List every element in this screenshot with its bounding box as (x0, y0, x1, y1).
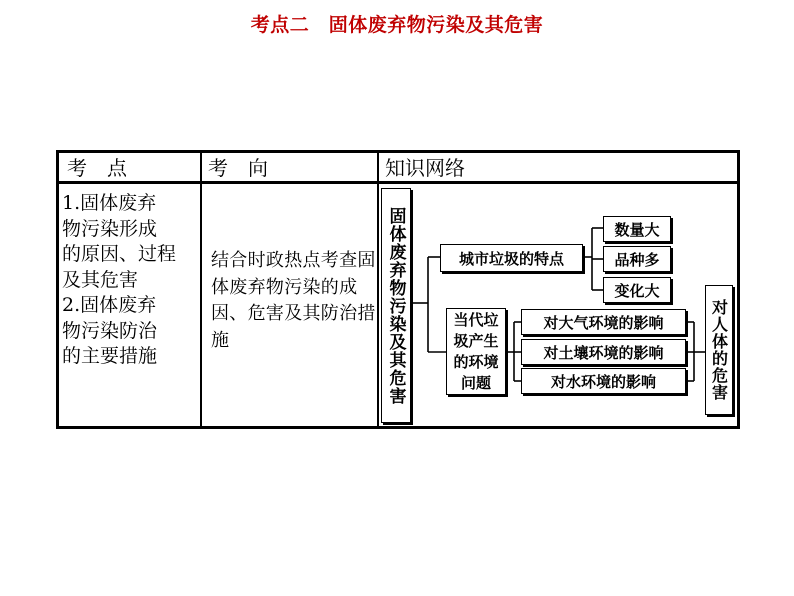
exam-point-line: 物污染形成 (62, 217, 158, 240)
network-node-air-impact: 对大气环境的影响 (521, 309, 686, 335)
network-node-env-problems: 当代垃圾产生的环境问题 (446, 308, 506, 395)
header-knowledge-network: 知识网络 (385, 156, 465, 180)
exam-point-line: 的主要措施 (62, 345, 158, 367)
header-exam-point: 考 点 (67, 156, 127, 180)
exam-point-line: 及其危害 (62, 268, 139, 291)
network-root-node: 固体废弃物污染及其危害 (381, 188, 411, 423)
network-node-city-waste: 城市垃圾的特点 (440, 244, 583, 272)
exam-point-line: 的原因、过程 (62, 243, 177, 265)
header-exam-direction: 考 向 (208, 156, 268, 180)
exam-point-line: 2.固体废弃 (62, 294, 157, 316)
exam-point-line: 1.固体废弃 (62, 192, 157, 214)
network-node-many-types: 品种多 (603, 246, 671, 272)
network-node-soil-impact: 对土壤环境的影响 (521, 339, 686, 365)
page-title: 考点二 固体废弃物污染及其危害 (250, 14, 544, 36)
network-node-health-harm: 对人体的危害 (705, 285, 733, 415)
network-node-water-impact: 对水环境的影响 (521, 368, 686, 394)
network-node-large-volume: 数量大 (603, 216, 671, 242)
exam-direction-cell: 结合时政热点考查固体废弃物污染的成因、危害及其防治措施 (211, 250, 376, 351)
network-node-large-change: 变化大 (603, 277, 671, 303)
exam-point-line: 物污染防治 (62, 319, 158, 342)
